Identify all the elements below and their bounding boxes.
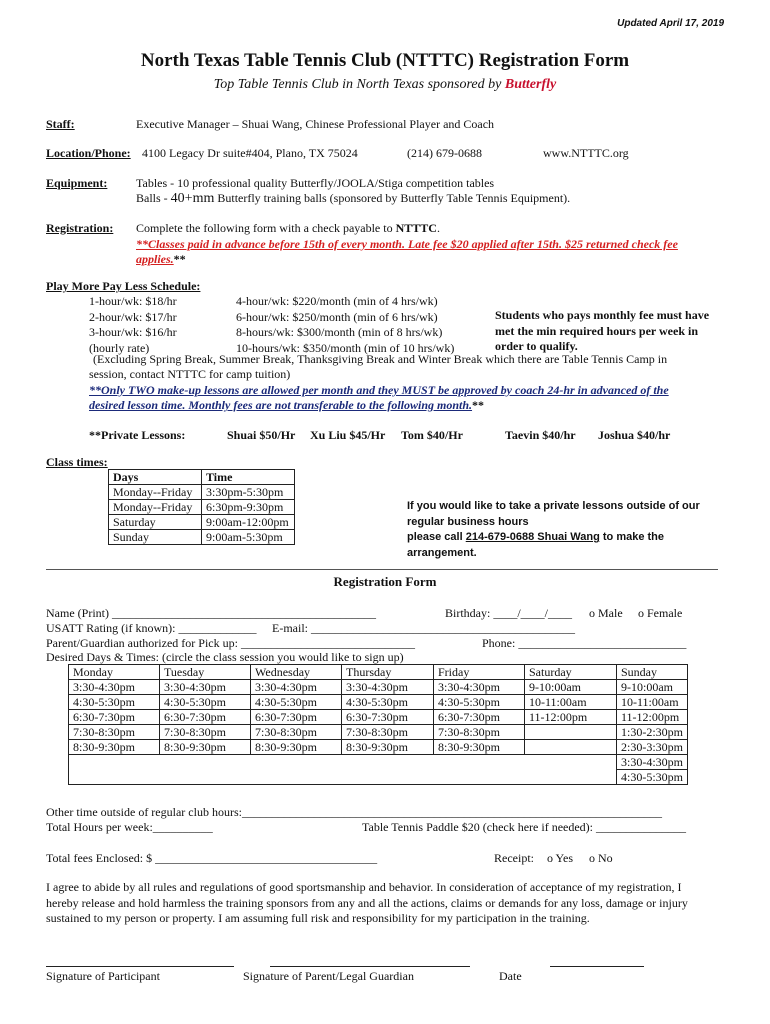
equipment-ball-size: 40+mm [170,191,215,206]
desired-days-label: Desired Days & Times: (circle the class session you would like to sign up) [46,650,404,664]
slot-saturday[interactable]: 9-10:00am [525,680,617,695]
slot-wednesday[interactable]: 8:30-9:30pm [251,740,342,755]
makeup-policy-line1: **Only TWO make-up lessons are allowed per month and they MUST be approved by coach 24-hr in advanced of the [89,383,669,397]
schedule-monthly-item: 8-hours/wk: $300/month (min of 8 hrs/wk) [236,325,443,339]
class-times-header-time: Time [202,470,295,485]
guardian-signature-line[interactable] [270,966,470,967]
class-day: Sunday [109,530,202,545]
schedule-heading: Play More Pay Less Schedule: [46,279,201,293]
schedule-note-line: met the min required hours per week in [495,323,698,338]
private-arrangement-note [407,499,700,561]
private-note-line [407,530,700,546]
day-header-wednesday: Wednesday [251,665,342,680]
slot-sunday[interactable]: 1:30-2:30pm [617,725,688,740]
slot-monday[interactable]: 3:30-4:30pm [69,680,160,695]
slot-friday[interactable]: 4:30-5:30pm [434,695,525,710]
equipment-line1: Tables - 10 professional quality Butterfly/JOOLA/Stiga competition tables [136,176,495,190]
registration-text: Complete the following form with a check payable to [136,221,396,235]
slot-wednesday[interactable]: 4:30-5:30pm [251,695,342,710]
equipment-label: Equipment: [46,176,108,190]
waiver-text [46,880,688,927]
day-header-tuesday: Tuesday [160,665,251,680]
receipt-yes-option[interactable]: o Yes [547,851,574,865]
location-label: Location/Phone: [46,146,131,160]
location-phone: (214) 679-0688 [407,146,482,160]
registration-fee-notice-end [136,252,186,267]
subtitle-brand: Butterfly [504,77,557,92]
registration-payee: NTTTC [395,221,437,235]
makeup-policy-text: desired lesson time. Monthly fees are not transferable to the following month. [89,398,473,412]
email-field[interactable]: E-mail: ____________________________________________ [272,621,575,635]
private-coach-joshua: Joshua $40/hr [598,428,671,442]
class-times-table [108,469,295,545]
slot-monday[interactable]: 7:30-8:30pm [69,725,160,740]
date-line[interactable] [550,966,644,967]
registration-applies-tail: ** [173,252,186,266]
participant-signature-label: Signature of Participant [46,969,160,983]
schedule-exclusion-line1: (Excluding Spring Break, Summer Break, Thanksgiving Break and Winter Break which there are Table Tennis Camp in [93,352,668,366]
slot-thursday[interactable]: 4:30-5:30pm [342,695,434,710]
other-time-field[interactable]: Other time outside of regular club hours:______________________________________________________________________ [46,805,662,819]
schedule-monthly-note [495,308,709,355]
slot-wednesday[interactable]: 3:30-4:30pm [251,680,342,695]
slot-tuesday[interactable]: 8:30-9:30pm [160,740,251,755]
day-header-saturday: Saturday [525,665,617,680]
schedule-hourly [89,294,177,356]
day-header-monday: Monday [69,665,160,680]
slot-sunday[interactable]: 3:30-4:30pm [617,755,688,770]
slot-thursday[interactable]: 6:30-7:30pm [342,710,434,725]
schedule-exclusion-line2: session, contact NTTTC for camp tuition) [89,367,291,381]
slot-sunday[interactable]: 11-12:00pm [617,710,688,725]
registration-fee-notice: **Classes paid in advance before 15th of every month. Late fee $20 applied after 15th. $25 returned check fee [136,237,678,251]
slot-monday[interactable]: 8:30-9:30pm [69,740,160,755]
slot-saturday-empty [525,740,617,755]
subtitle-prefix: Top Table Tennis Club in North Texas sponsored by [213,77,502,92]
staff-text: Executive Manager – Shuai Wang, Chinese Professional Player and Coach [136,117,495,131]
private-coach-shuai: Shuai $50/Hr [227,428,296,442]
class-time: 3:30pm-5:30pm [202,485,295,500]
name-field[interactable]: Name (Print) ____________________________________________ [46,606,376,620]
private-note-line: arrangement. [407,546,477,559]
slot-tuesday[interactable]: 7:30-8:30pm [160,725,251,740]
slot-friday[interactable]: 7:30-8:30pm [434,725,525,740]
usatt-rating-field[interactable]: USATT Rating (if known): _____________ [46,621,257,635]
private-note-line: If you would like to take a private lessons outside of our [407,500,700,512]
slot-sunday[interactable]: 10-11:00am [617,695,688,710]
updated-date: Updated April 17, 2019 [617,18,724,29]
schedule-hourly-item: 2-hour/wk: $17/hr [89,309,177,324]
makeup-policy-tail: ** [472,398,485,412]
class-time: 6:30pm-9:30pm [202,500,295,515]
participant-signature-line[interactable] [46,966,234,967]
section-divider [46,569,718,570]
waiver-line: sustained to my person or property. I am assuming full risk and responsibility for my participation in the training. [46,911,590,925]
registration-applies: applies. [136,252,174,266]
form-title: Registration Form [333,574,437,589]
slot-sunday[interactable]: 4:30-5:30pm [617,770,688,785]
total-fees-field[interactable]: Total fees Enclosed: $ _____________________________________ [46,851,378,865]
schedule-monthly-item: 10-hours/wk: $350/month (min of 10 hrs/wk) [236,340,455,355]
guardian-signature-label: Signature of Parent/Legal Guardian [243,969,414,983]
slot-friday[interactable]: 8:30-9:30pm [434,740,525,755]
day-header-sunday: Sunday [617,665,688,680]
slot-thursday[interactable]: 3:30-4:30pm [342,680,434,695]
class-day: Saturday [109,515,202,530]
slot-thursday[interactable]: 7:30-8:30pm [342,725,434,740]
slot-saturday[interactable]: 11-12:00pm [525,710,617,725]
waiver-line: hereby release and hold harmless the training sponsors from any and all the actions, claims or demands for any loss, damage or injury [46,895,688,910]
equipment-line2 [136,191,570,207]
gender-female-option[interactable]: o Female [638,606,683,620]
schedule-note-line: Students who pays monthly fee must have [495,308,710,322]
class-time: 9:00am-12:00pm [202,515,295,530]
phone-field[interactable]: Phone: ____________________________ [482,636,687,650]
slot-thursday[interactable]: 8:30-9:30pm [342,740,434,755]
slot-saturday[interactable]: 10-11:00am [525,695,617,710]
birthday-field[interactable]: Birthday: ____/____/____ [445,606,572,620]
schedule-monthly-item: 6-hour/wk: $250/month (min of 6 hrs/wk) [236,309,438,324]
class-day: Monday--Friday [109,500,202,515]
date-label: Date [499,969,522,983]
guardian-pickup-field[interactable]: Parent/Guardian authorized for Pick up: _____________________________ [46,636,415,650]
class-times-label: Class times: [46,455,108,469]
slot-monday[interactable]: 6:30-7:30pm [69,710,160,725]
private-note-phone-link[interactable]: 214-679-0688 Shuai Wang [465,531,600,543]
paddle-field[interactable]: Table Tennis Paddle $20 (check here if needed): _______________ [362,820,687,834]
slot-wednesday[interactable]: 6:30-7:30pm [251,710,342,725]
class-times-header-days: Days [109,470,202,485]
class-time: 9:00am-5:30pm [202,530,295,545]
registration-period: . [436,221,440,235]
schedule-hourly-item: 1-hour/wk: $18/hr [89,294,177,308]
day-header-friday: Friday [434,665,525,680]
slot-sunday[interactable]: 9-10:00am [617,680,688,695]
private-coach-xu: Xu Liu $45/Hr [310,428,386,442]
schedule-hourly-item: (hourly rate) [89,340,150,355]
gender-male-option[interactable]: o Male [589,606,623,620]
private-coach-tom: Tom $40/Hr [401,428,463,442]
equipment-balls-text: Butterfly training balls (sponsored by Butterfly Table Tennis Equipment). [214,191,571,205]
slot-friday[interactable]: 3:30-4:30pm [434,680,525,695]
location-website: www.NTTTC.org [543,146,629,160]
slot-tuesday[interactable]: 6:30-7:30pm [160,710,251,725]
makeup-policy-line2 [89,398,484,413]
location-address: 4100 Legacy Dr suite#404, Plano, TX 75024 [142,146,358,160]
private-coach-taevin: Taevin $40/hr [505,428,576,442]
equipment-balls-label: Balls - [136,191,171,205]
day-header-thursday: Thursday [342,665,434,680]
schedule-monthly [236,294,454,356]
receipt-label: Receipt: [494,851,534,865]
slot-wednesday[interactable]: 7:30-8:30pm [251,725,342,740]
slot-monday[interactable]: 4:30-5:30pm [69,695,160,710]
slot-saturday-empty [525,725,617,740]
signup-schedule-table [68,664,688,785]
receipt-no-option[interactable]: o No [589,851,613,865]
class-day: Monday--Friday [109,485,202,500]
slot-friday[interactable]: 6:30-7:30pm [434,710,525,725]
staff-label: Staff: [46,117,75,131]
slot-tuesday[interactable]: 3:30-4:30pm [160,680,251,695]
schedule-hourly-item: 3-hour/wk: $16/hr [89,325,177,339]
registration-line1 [136,221,440,236]
blank-merged-cell [69,755,617,785]
registration-label: Registration: [46,221,114,235]
slot-tuesday[interactable]: 4:30-5:30pm [160,695,251,710]
private-note-tail: to make the [599,531,665,543]
schedule-note-line: order to qualify. [495,339,578,353]
slot-sunday[interactable]: 2:30-3:30pm [617,740,688,755]
total-hours-field[interactable]: Total Hours per week:__________ [46,820,213,834]
page-title: North Texas Table Tennis Club (NTTTC) Registration Form [140,50,630,71]
waiver-line: I agree to abide by all rules and regulations of good sportsmanship and behavior. In consideration of acceptance of my registration, I [46,880,682,894]
subtitle [0,77,770,93]
private-note-call: please call [407,531,466,543]
private-note-line: regular business hours [407,515,529,528]
schedule-monthly-item: 4-hour/wk: $220/month (min of 4 hrs/wk) [236,294,438,308]
private-lessons-label: **Private Lessons: [89,428,186,442]
